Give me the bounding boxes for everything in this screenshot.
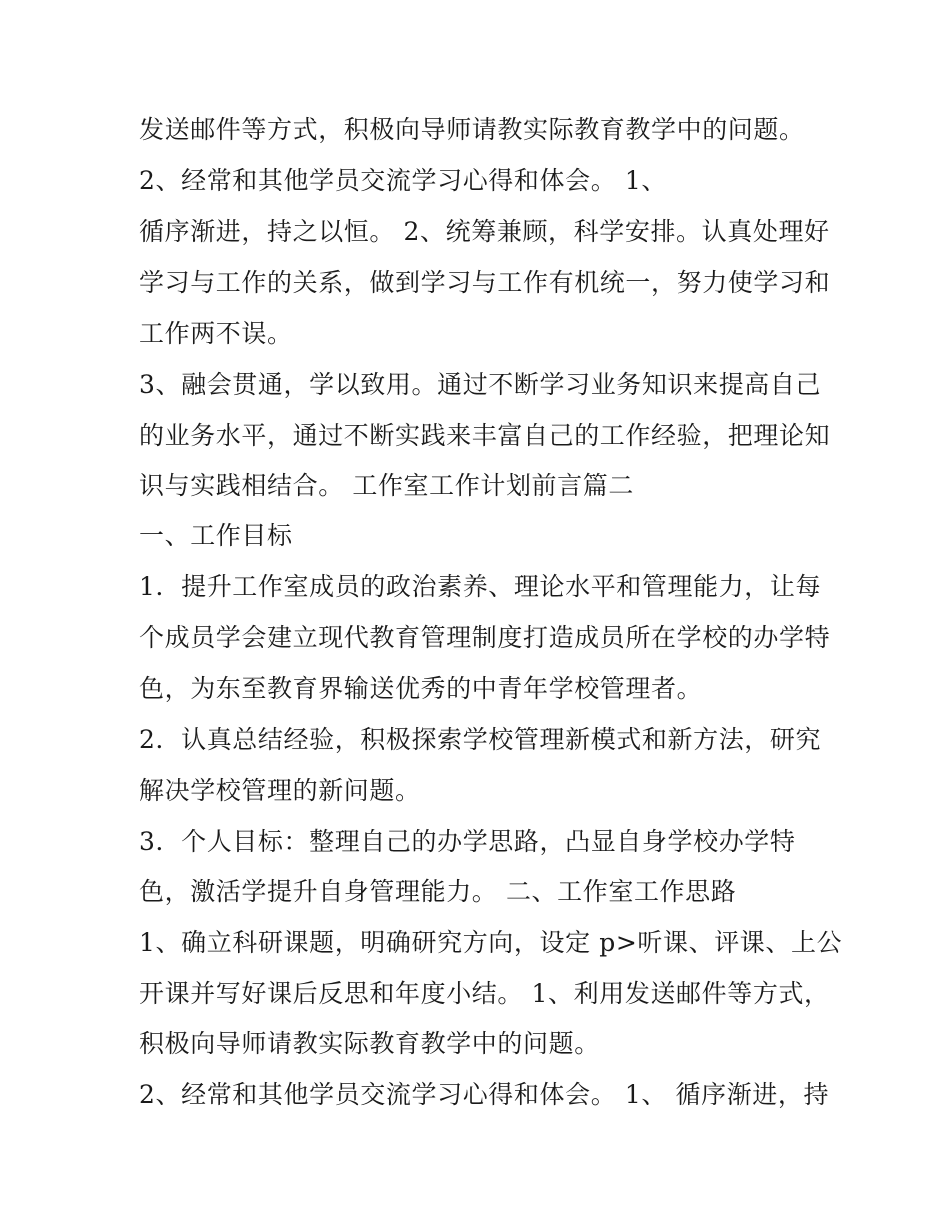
text-line: 识与实践相结合。 工作室工作计划前言篇二 xyxy=(139,471,634,500)
text-line: 学习与工作的关系，做到学习与工作有机统一，努力使学习和 xyxy=(139,268,831,297)
text-line: 解决学校管理的新问题。 xyxy=(139,776,421,805)
text-line: 3．个人目标：整理自己的办学思路，凸显自身学校办学特 xyxy=(139,827,796,856)
text-line: 循序渐进，持之以恒。 2、统筹兼顾，科学安排。认真处理好 xyxy=(139,217,830,246)
text-line: 个成员学会建立现代教育管理制度打造成员所在学校的办学特 xyxy=(139,623,831,652)
text-line: 色，激活学提升自身管理能力。 二、工作室工作思路 xyxy=(139,877,737,906)
text-line: 色，为东至教育界输送优秀的中青年学校管理者。 xyxy=(139,674,703,703)
text-line: 3、融会贯通，学以致用。通过不断学习业务知识来提高自己 xyxy=(139,370,822,399)
text-line: 的业务水平，通过不断实践来丰富自己的工作经验，把理论知 xyxy=(139,421,831,450)
text-line: 1．提升工作室成员的政治素养、理论水平和管理能力，让每 xyxy=(139,572,822,601)
text-line: 2、经常和其他学员交流学习心得和体会。 1、 xyxy=(139,166,667,195)
section-heading: 一、工作目标 xyxy=(139,521,293,550)
text-line: 积极向导师请教实际教育教学中的问题。 xyxy=(139,1029,600,1058)
text-line: 工作两不误。 xyxy=(139,319,293,348)
text-line: 2．认真总结经验，积极探索学校管理新模式和新方法，研究 xyxy=(139,725,822,754)
text-line: 开课并写好课后反思和年度小结。 1、利用发送邮件等方式， xyxy=(139,979,830,1008)
text-line: 1、确立科研课题，明确研究方向，设定 p>听课、评课、上公 xyxy=(139,928,843,957)
text-line: 发送邮件等方式，积极向导师请教实际教育教学中的问题。 xyxy=(139,115,805,144)
text-line: 2、经常和其他学员交流学习心得和体会。 1、 循序渐进，持 xyxy=(139,1080,830,1109)
